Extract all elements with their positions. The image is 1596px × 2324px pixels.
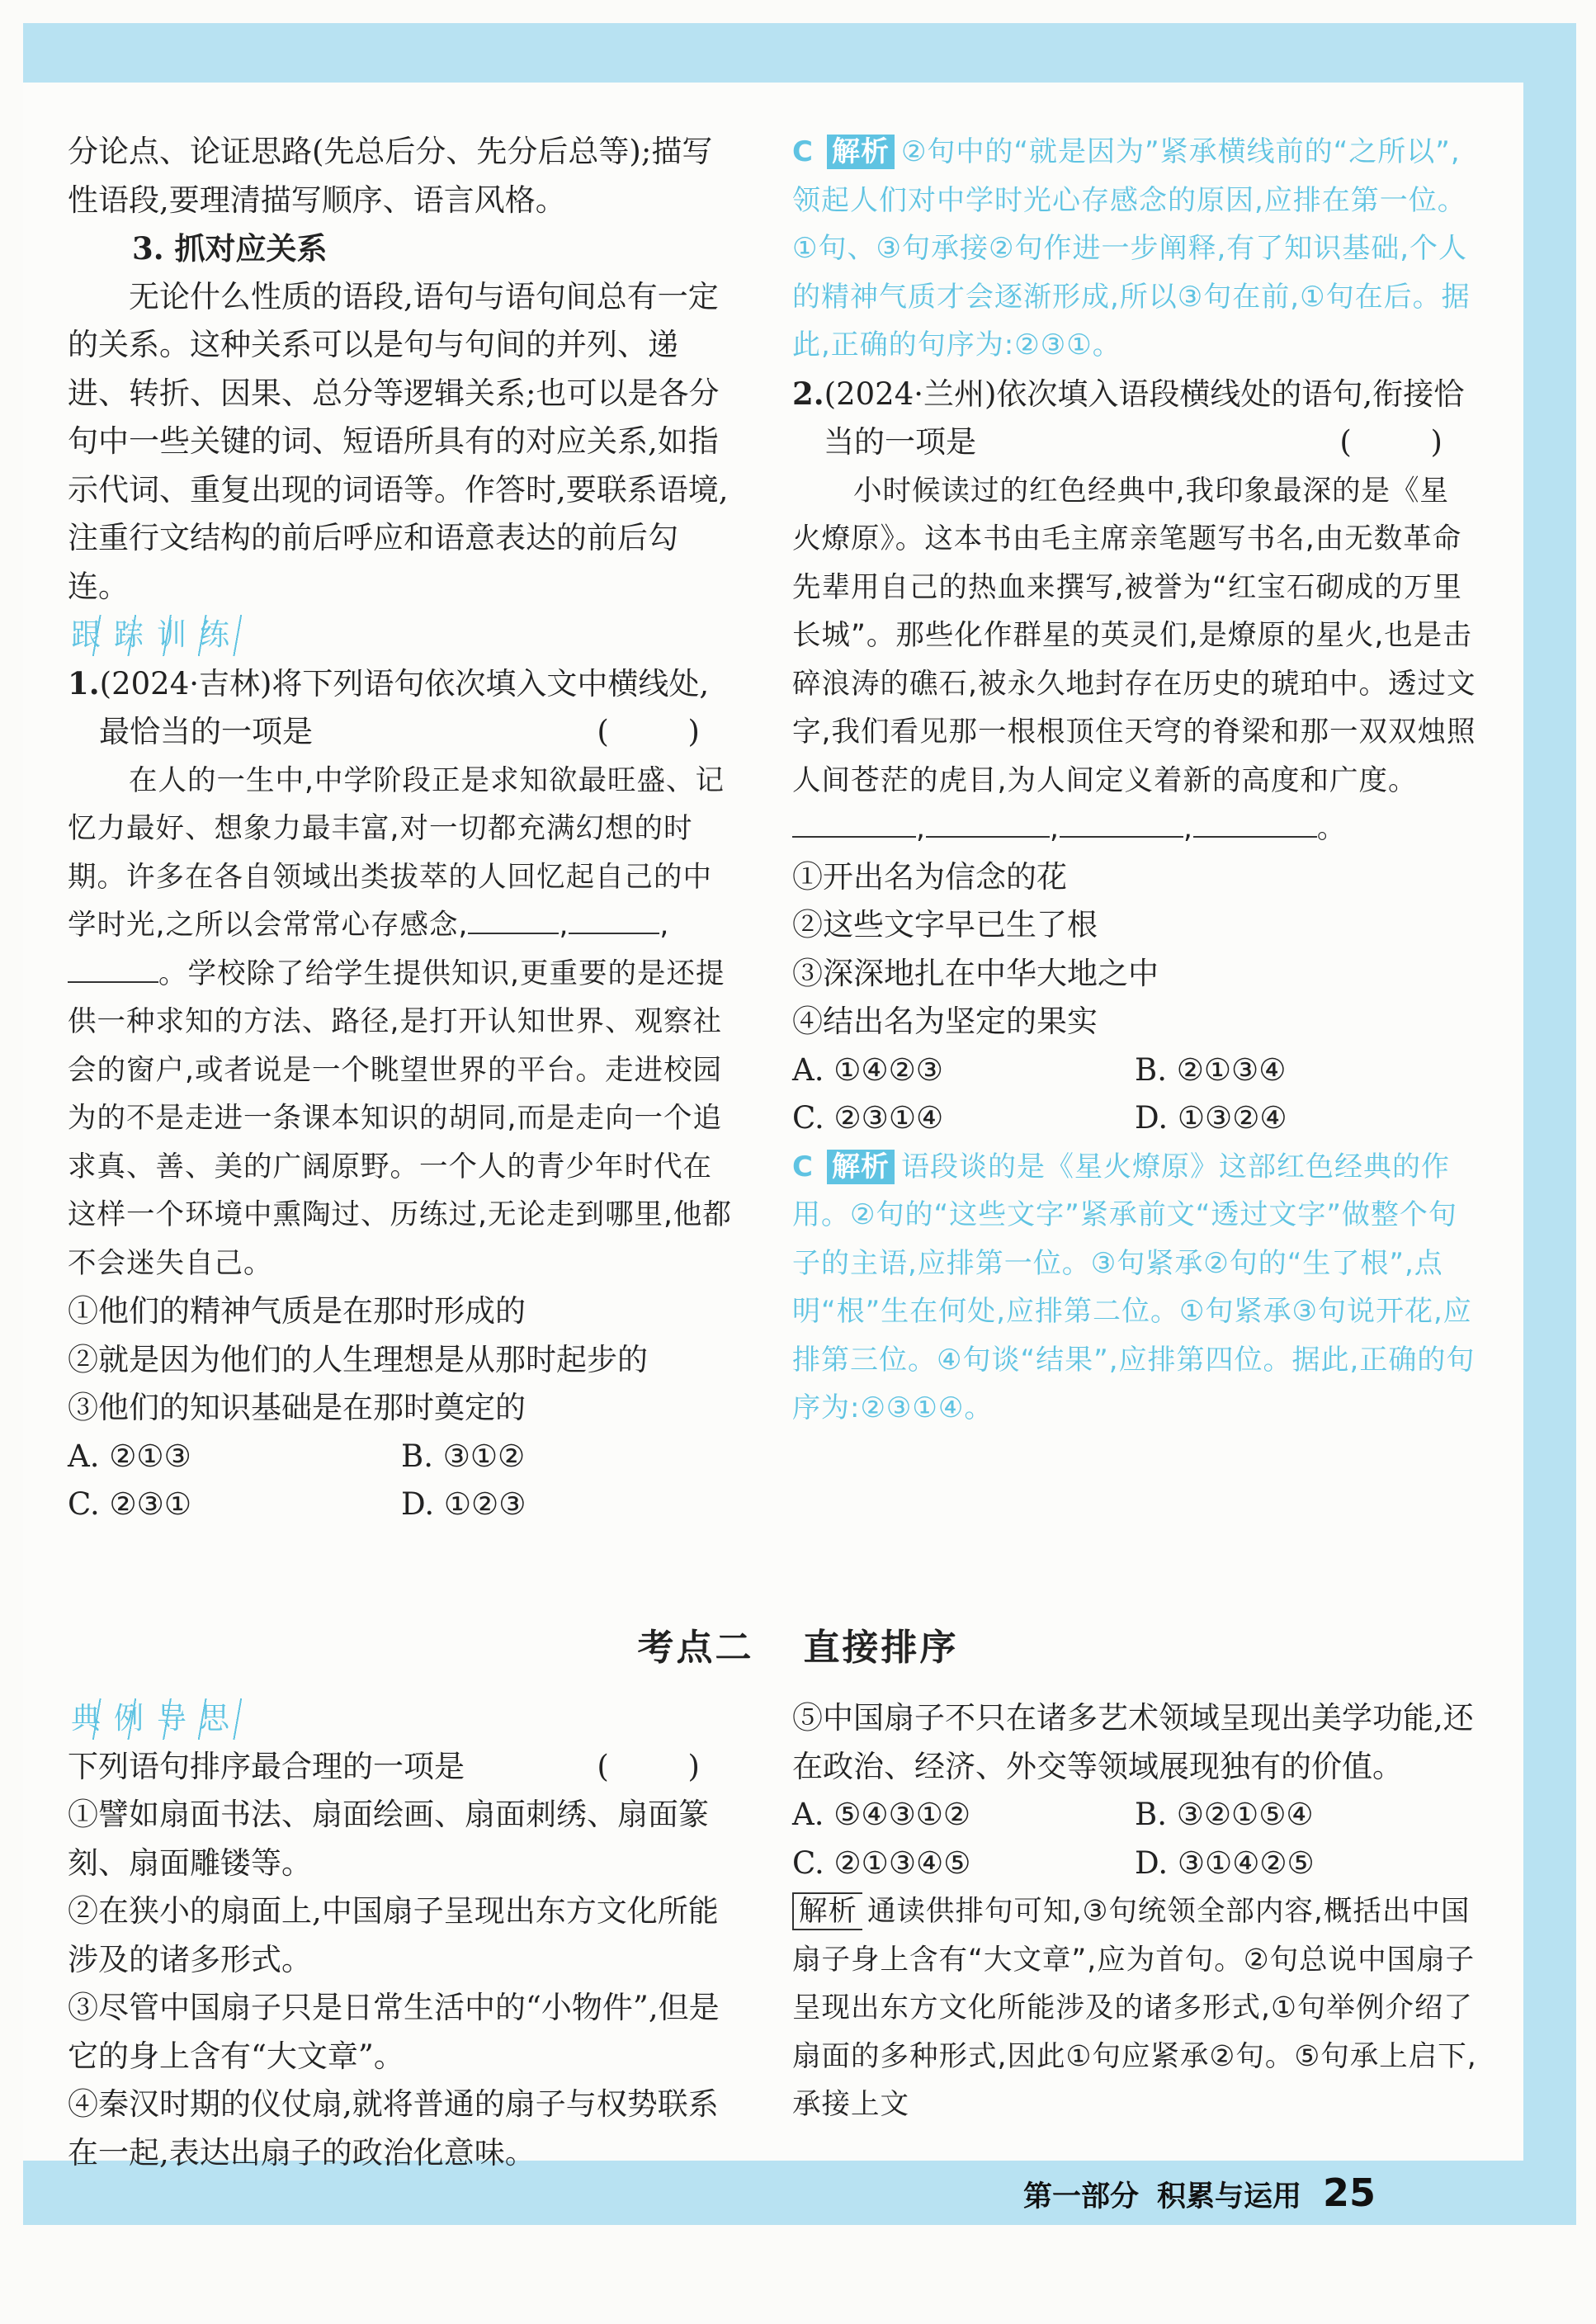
example-analysis-text: 通读供排句可知,③句统领全部内容,概括出中国扇子身上含有“大文章”,应为首句。②句总说中国扇子呈现出东方文化所能涉及的诸多形式,①句举例介绍了扇面的多种形式,因此①句应紧承②句。⑤句承上启下,承接上文 xyxy=(792,1895,1477,2121)
q1-item: ③他们的知识基础是在那时奠定的 xyxy=(68,1390,526,1425)
fill-blank[interactable] xyxy=(468,905,559,934)
example-option-d[interactable]: D. ③①④②⑤ xyxy=(1135,1845,1315,1881)
fill-blank[interactable] xyxy=(569,905,659,934)
analysis-tag: 解析 xyxy=(827,135,895,169)
answer-paren: ( ) xyxy=(1339,424,1477,460)
section-label: 考点二 xyxy=(637,1627,754,1669)
q2-option-a[interactable]: A. ①④②③ xyxy=(792,1051,943,1088)
question-1-number: 1. xyxy=(68,664,100,701)
q2-answer: C xyxy=(792,1150,814,1183)
method-text: 分论点、论证思路(先总后分、先分后总等);描写性语段,要理清描写顺序、语言风格。 xyxy=(68,134,713,218)
answer-paren: ( ) xyxy=(597,1748,734,1784)
q2-item: ②这些文字早已生了根 xyxy=(792,907,1098,942)
q2-options-row xyxy=(792,1094,1477,1143)
section-heading xyxy=(0,1618,1596,1670)
example-left-column xyxy=(68,1694,734,2177)
q1-item: ①他们的精神气质是在那时形成的 xyxy=(68,1293,526,1329)
example-right-column xyxy=(792,1694,1477,2129)
example-item: ③尽管中国扇子只是日常生活中的“小物件”,但是它的身上含有“大文章”。 xyxy=(68,1990,720,2074)
analysis-tag: 解析 xyxy=(827,1150,895,1184)
question-2-stem: (2024·兰州)依次填入语段横线处的语句,衔接恰当的一项是 xyxy=(824,376,1465,460)
comma: , xyxy=(659,909,670,942)
left-column xyxy=(68,128,734,1529)
analysis-tag: 解析 xyxy=(792,1892,862,1930)
method-paragraph: 无论什么性质的语段,语句与语句间总有一定的关系。这种关系可以是句与句间的并列、递进、转折、因果、总分等逻辑关系;也可以是各分句中一些关键的词、短语所具有的对应关系,如指示代词、重复出现的词语等。作答时,要联系语境,注重行文结构的前后呼应和语意表达的前后勾连。 xyxy=(68,278,729,604)
example-option-b[interactable]: B. ③②①⑤④ xyxy=(1135,1797,1314,1832)
question-1-stem: (2024·吉林)将下列语句依次填入文中横线处,最恰当的一项是 xyxy=(99,665,710,749)
q1-options-row xyxy=(68,1433,734,1481)
question-1-passage xyxy=(68,757,734,1288)
page-footer xyxy=(1023,2170,1376,2215)
comma: , xyxy=(559,909,569,942)
q1-option-d[interactable]: D. ①②③ xyxy=(401,1486,526,1522)
right-color-band xyxy=(1523,23,1576,2161)
passage-1-part-b: 学校除了给学生提供知识,更重要的是还提供一种求知的方法、路径,是打开认知世界、观察社会的窗户,或者说是一个眺望世界的平台。走进校园为的不是走进一条课本知识的胡同,而是走向一个追求真、善、美的广阔原野。一个人的青少年时代在这样一个环境中熏陶过、历练过,无论走到哪里,他都不会迷失自己。 xyxy=(68,957,732,1280)
example-item: ②在狭小的扇面上,中国扇子呈现出东方文化所能涉及的诸多形式。 xyxy=(68,1893,719,1977)
example-analysis xyxy=(792,1887,1477,2129)
top-color-band xyxy=(23,23,1576,83)
fill-blank[interactable] xyxy=(1060,808,1183,838)
example-option-a[interactable]: A. ⑤④③①② xyxy=(792,1797,971,1832)
q1-option-b[interactable]: B. ③①② xyxy=(401,1438,526,1474)
comma: , xyxy=(916,812,926,845)
example-options-row xyxy=(792,1791,1477,1840)
q2-item: ③深深地扎在中华大地之中 xyxy=(792,955,1159,991)
question-2-passage xyxy=(792,467,1477,853)
question-1 xyxy=(68,659,734,757)
q2-option-c[interactable]: C. ②③①④ xyxy=(792,1100,944,1136)
example-stem: 下列语句排序最合理的一项是 xyxy=(68,1748,465,1784)
fill-blank[interactable] xyxy=(926,808,1050,838)
right-column xyxy=(792,128,1477,1433)
comma: , xyxy=(1049,812,1060,845)
period: 。 xyxy=(158,957,188,990)
example-question xyxy=(68,1743,734,1792)
subheading-3: 3. 抓对应关系 xyxy=(132,230,328,267)
q1-analysis-text: ②句中的“就是因为”紧承横线前的“之所以”,领起人们对中学时光心存感念的原因,应排在第一位。①句、③句承接②句作进一步阐释,有了知识基础,个人的精神气质才会逐渐形成,所以③句在前,①句在后。据此,正确的句序为:②③①。 xyxy=(792,135,1471,361)
q1-item: ②就是因为他们的人生理想是从那时起步的 xyxy=(68,1341,648,1377)
example-option-c[interactable]: C. ②①③④⑤ xyxy=(792,1845,971,1881)
footer-part: 第一部分 xyxy=(1023,2180,1140,2213)
q2-item: ①开出名为信念的花 xyxy=(792,858,1067,895)
q2-item: ④结出名为坚定的果实 xyxy=(792,1004,1098,1039)
example-banner: 典例导思 xyxy=(68,1698,246,1740)
q2-analysis xyxy=(792,1143,1477,1433)
q2-analysis-text: 语段谈的是《星火燎原》这部红色经典的作用。②句的“这些文字”紧承前文“透过文字”做整个句子的主语,应排第一位。③句紧承②句的“生了根”,点明“根”生在何处,应排第二位。①句紧承③句说开花,应排第三位。④句谈“结果”,应排第四位。据此,正确的句序为:②③①④。 xyxy=(792,1150,1476,1424)
fill-blank[interactable] xyxy=(1193,808,1317,838)
passage-1-part-a: 在人的一生中,中学阶段正是求知欲最旺盛、记忆力最好、想象力最丰富,对一切都充满幻想的时期。许多在各自领域出类拔萃的人回忆起自己的中学时光,之所以会常常心存感念, xyxy=(68,763,725,942)
section-title: 直接排序 xyxy=(803,1627,959,1669)
q2-option-d[interactable]: D. ①③②④ xyxy=(1135,1100,1287,1136)
example-item: ④秦汉时期的仪仗扇,就将普通的扇子与权势联系在一起,表达出扇子的政治化意味。 xyxy=(68,2086,719,2170)
example-options-row xyxy=(792,1840,1477,1888)
q1-answer: C xyxy=(792,135,814,168)
q1-option-a[interactable]: A. ②①③ xyxy=(68,1438,191,1474)
example-item: ⑤中国扇子不只在诸多艺术领域呈现出美学功能,还在政治、经济、外交等领域展现独有的价值。 xyxy=(792,1700,1474,1784)
period: 。 xyxy=(1316,812,1347,845)
fill-blank[interactable] xyxy=(792,808,916,838)
q2-option-b[interactable]: B. ②①③④ xyxy=(1135,1051,1287,1088)
practice-banner: 跟踪训练 xyxy=(68,615,246,656)
footer-title: 积累与运用 xyxy=(1157,2180,1302,2213)
answer-paren: ( ) xyxy=(597,714,734,749)
fill-blank[interactable] xyxy=(68,953,158,983)
question-2 xyxy=(792,370,1477,467)
page-number: 25 xyxy=(1323,2170,1376,2215)
q1-analysis xyxy=(792,128,1477,370)
passage-2-text: 小时候读过的红色经典中,我印象最深的是《星火燎原》。这本书由毛主席亲笔题写书名,由无数革命先辈用自己的热血来撰写,被誉为“红宝石砌成的万里长城”。那些化作群星的英灵们,是燎原的星火,也是击碎浪涛的礁石,被永久地封存在历史的琥珀中。透过文字,我们看见那一根根顶住天穹的脊梁和那一双双烛照人间苍茫的虎目,为人间定义着新的高度和广度。 xyxy=(792,474,1476,797)
question-2-number: 2. xyxy=(792,375,824,412)
example-item: ①譬如扇面书法、扇面绘画、扇面刺绣、扇面篆刻、扇面雕镂等。 xyxy=(68,1797,709,1881)
q2-options-row xyxy=(792,1046,1477,1095)
q1-option-c[interactable]: C. ②③① xyxy=(68,1486,192,1522)
q1-options-row xyxy=(68,1481,734,1529)
comma: , xyxy=(1183,812,1193,845)
